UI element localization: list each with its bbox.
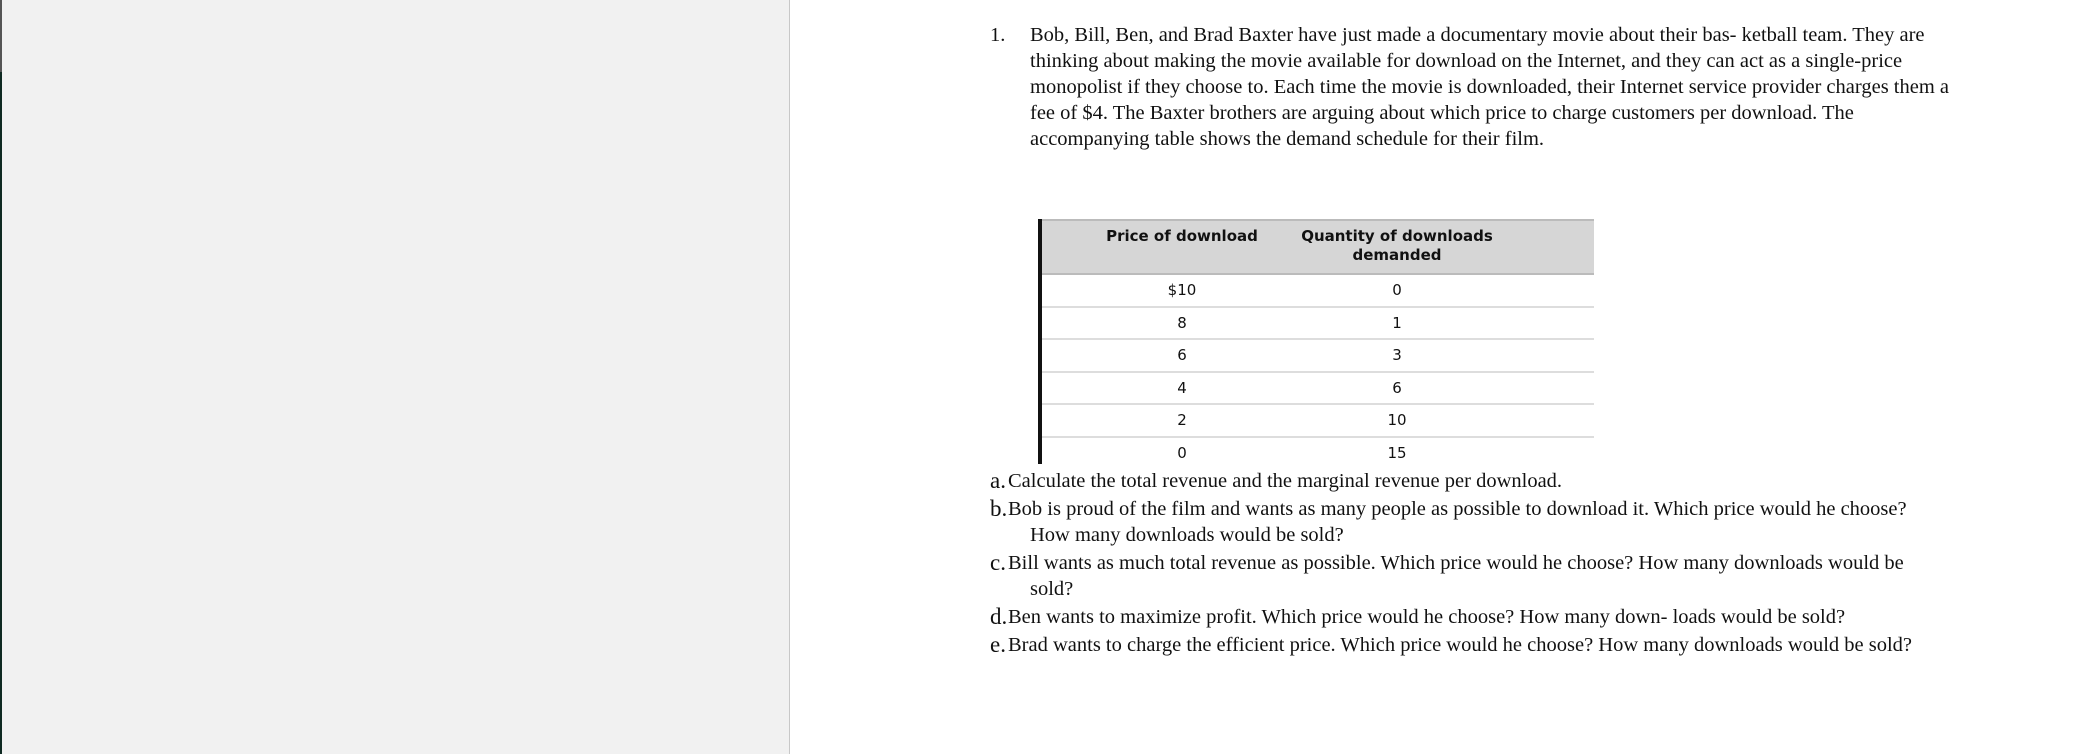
left-panel <box>0 0 790 754</box>
price-cell: 8 <box>1177 313 1187 332</box>
part-text: Bill wants as much total revenue as possible. Which price would he choose? How many downloads would be sold? <box>1008 552 1904 600</box>
table-row <box>1042 308 1594 341</box>
question-part <box>990 604 1950 630</box>
demand-schedule-table <box>1038 219 1594 464</box>
header-price: Price of download <box>1106 227 1258 245</box>
window-edge <box>0 0 2 754</box>
table-row <box>1042 340 1594 373</box>
question-part <box>990 550 1950 602</box>
price-cell: 6 <box>1177 346 1187 364</box>
quantity-cell: 0 <box>1392 281 1402 299</box>
quantity-cell: 6 <box>1392 378 1402 397</box>
table-header <box>1042 219 1594 275</box>
price-cell: $10 <box>1167 281 1197 299</box>
table-row <box>1042 373 1594 406</box>
header-quantity: Quantity of downloads demanded <box>1301 227 1493 264</box>
table-row <box>1042 275 1594 308</box>
part-text: Ben wants to maximize profit. Which price would he choose? How many down- loads would be sold? <box>1008 606 1846 628</box>
price-cell: 4 <box>1177 378 1187 397</box>
quantity-cell: 15 <box>1387 443 1407 462</box>
part-letter: a. <box>990 468 1006 493</box>
part-letter: e. <box>990 632 1006 657</box>
part-text: Brad wants to charge the efficient price. Which price would he choose? How many downloads would be sold? <box>1008 634 1913 656</box>
question-part <box>990 632 1950 658</box>
quantity-cell: 3 <box>1392 346 1402 364</box>
part-text: Bob is proud of the film and wants as many people as possible to download it. Which price would he choose? How many downloads would be sold? <box>1008 498 1907 546</box>
question-1 <box>990 22 1950 152</box>
question-part <box>990 468 1950 494</box>
question-part <box>990 496 1950 548</box>
part-letter: d. <box>990 604 1008 629</box>
window-edge-top <box>0 0 2 72</box>
part-text: Calculate the total revenue and the marginal revenue per download. <box>1008 470 1563 492</box>
table-row <box>1042 405 1594 438</box>
price-cell: 0 <box>1177 443 1187 462</box>
question-text: Bob, Bill, Ben, and Brad Baxter have just made a documentary movie about their bas- ketball team. They are thinking about making the movie available for download on the Internet, and they can act as a single-price monopolist if they choose to. Each time the movie is downloaded, their Internet service provider charges them a fee of $4. The Baxter brothers are arguing about which price to charge customers per download. The accompanying table shows the demand schedule for their film. <box>1030 24 1950 150</box>
quantity-cell: 10 <box>1387 411 1407 429</box>
question-parts <box>990 468 1950 660</box>
quantity-cell: 1 <box>1392 313 1402 332</box>
price-cell: 2 <box>1177 411 1187 429</box>
table-row <box>1042 438 1594 469</box>
part-letter: c. <box>990 550 1006 575</box>
part-letter: b. <box>990 496 1008 521</box>
question-number: 1. <box>990 24 1006 46</box>
